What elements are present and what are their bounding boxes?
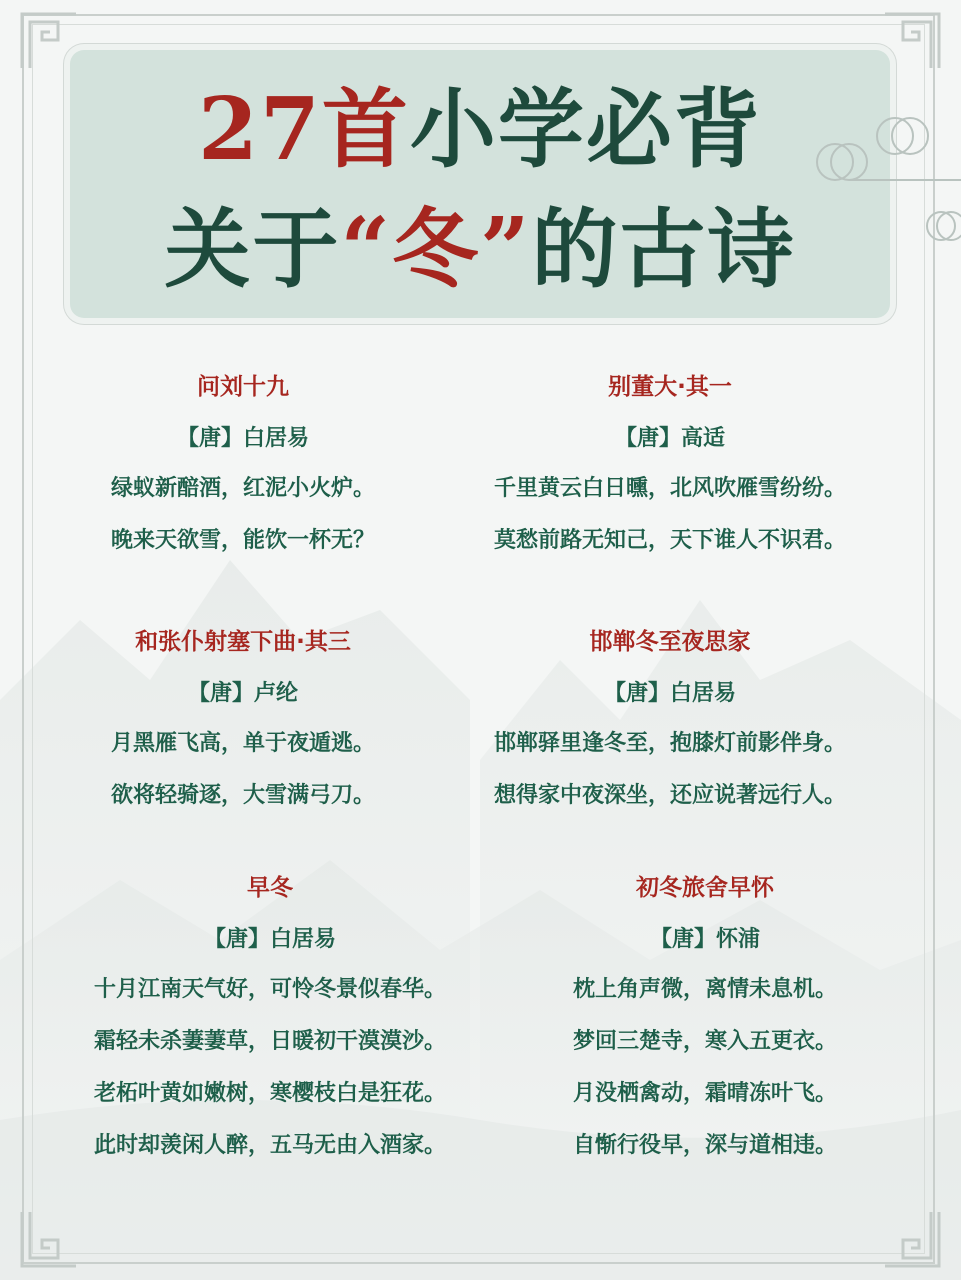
poem-3 — [23, 627, 463, 833]
corner-fret-ornament-icon — [18, 1208, 80, 1270]
cloud-ring-ornament-icon — [815, 110, 961, 250]
poem-author: 【唐】白居易 — [603, 681, 736, 706]
poem-5 — [50, 873, 490, 1183]
poem-title: 初冬旅舍早怀 — [636, 875, 774, 901]
poem-line: 欲将轻骑逐，大雪满弓刀。 — [110, 783, 375, 808]
corner-fret-ornament-icon — [881, 10, 943, 72]
title-keyword: “冬” — [340, 199, 532, 300]
poem-line: 自惭行役早，深与道相违。 — [572, 1133, 837, 1158]
poem-line: 晚来天欲雪，能饮一杯无？ — [110, 528, 375, 553]
poem-line: 莫愁前路无知己，天下谁人不识君。 — [493, 528, 846, 553]
poem-1 — [23, 372, 463, 578]
poem-line: 绿蚁新醅酒，红泥小火炉。 — [110, 476, 375, 501]
title-line-1 — [70, 80, 890, 180]
poem-line: 老柘叶黄如嫩树，寒樱枝白是狂花。 — [93, 1081, 446, 1106]
poem-line: 月黑雁飞高，单于夜遁逃。 — [110, 731, 375, 756]
title-subject: 小学必背 — [409, 79, 762, 180]
poem-author: 【唐】白居易 — [203, 927, 336, 952]
poem-author: 【唐】高适 — [614, 426, 725, 451]
title-line-2 — [70, 200, 890, 300]
corner-fret-ornament-icon — [881, 1208, 943, 1270]
title-prefix: 关于 — [164, 199, 341, 300]
poem-line: 枕上角声微，离情未息机。 — [572, 977, 837, 1002]
poem-4 — [450, 627, 890, 833]
poem-title: 邯郸冬至夜思家 — [589, 629, 751, 655]
poem-line: 月没栖禽动，霜晴冻叶飞。 — [572, 1081, 837, 1106]
poem-title: 别董大·其一 — [608, 374, 732, 400]
poem-line: 十月江南天气好，可怜冬景似春华。 — [93, 977, 446, 1002]
poem-title: 问刘十九 — [197, 374, 289, 400]
title-banner — [70, 50, 890, 318]
poem-line: 千里黄云白日曛，北风吹雁雪纷纷。 — [493, 476, 846, 501]
poem-line: 霜轻未杀萋萋草，日暖初干漠漠沙。 — [93, 1029, 446, 1054]
poem-line: 想得家中夜深坐，还应说著远行人。 — [493, 783, 846, 808]
poem-title: 早冬 — [247, 875, 293, 901]
poem-6 — [485, 873, 925, 1183]
title-suffix: 的古诗 — [531, 199, 796, 300]
poem-2 — [450, 372, 890, 578]
title-number: 27首 — [198, 79, 410, 180]
poem-line: 梦回三楚寺，寒入五更衣。 — [572, 1029, 837, 1054]
poem-title: 和张仆射塞下曲·其三 — [135, 629, 351, 655]
poem-line: 邯郸驿里逢冬至，抱膝灯前影伴身。 — [493, 731, 846, 756]
poem-author: 【唐】卢纶 — [187, 681, 298, 706]
poem-author: 【唐】怀浦 — [649, 927, 760, 952]
poem-author: 【唐】白居易 — [176, 426, 309, 451]
poem-line: 此时却羡闲人醉，五马无由入酒家。 — [93, 1133, 446, 1158]
